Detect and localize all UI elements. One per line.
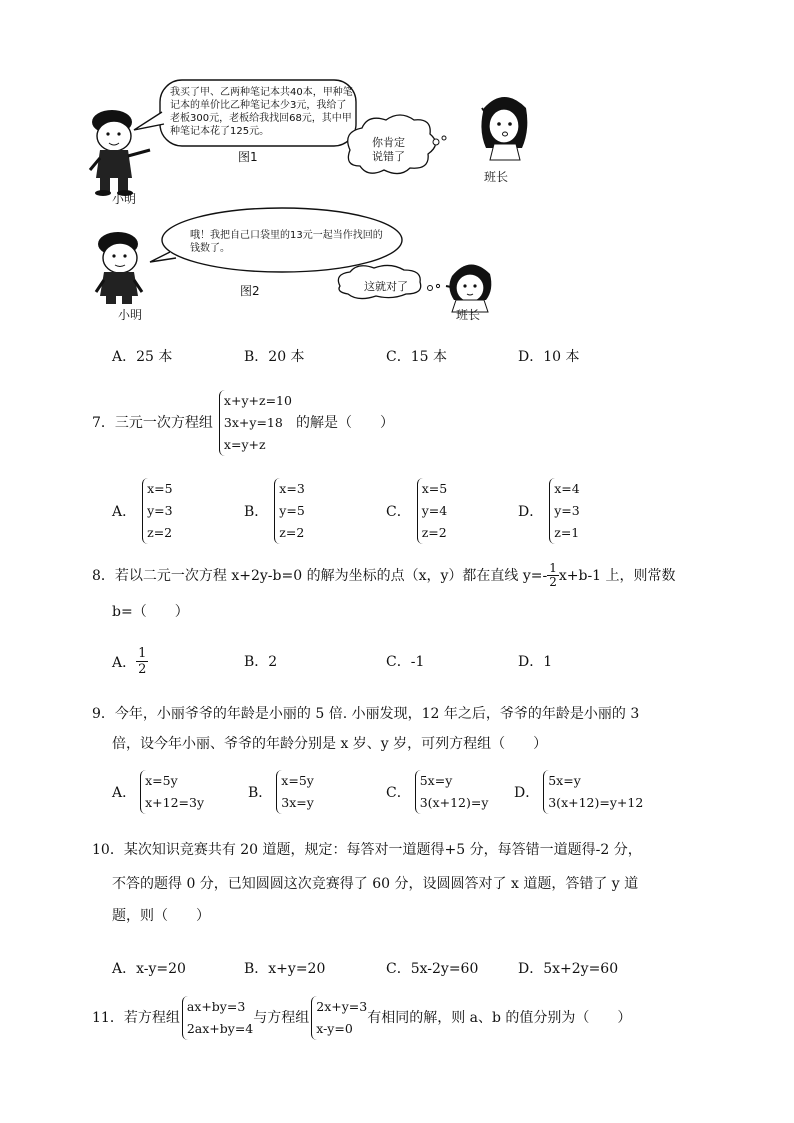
q7-option-d[interactable]: D． x=4 y=3 z=1 [518,478,580,544]
xiaoming-figure-2 [96,232,142,304]
fig1-reply-text: 你肯定说错了 [372,136,405,163]
q8-fraction: $\frac{1}{2}$ [549,561,557,589]
q8-part1: 8．若以二元一次方程 x+2y-b=0 的解为坐标的点（x，y）都在直线 y=- [92,567,548,584]
q8-option-c[interactable]: C．-1 [386,654,425,670]
q7-stem: 7．三元一次方程组 [92,415,213,431]
question-7 [92,390,394,456]
q6-option-a[interactable]: A．25 本 [112,349,173,365]
q8-part2: x+b-1 上，则常数 [558,567,676,584]
q6-option-c[interactable]: C．15 本 [386,349,447,365]
q6-option-d[interactable]: D．10 本 [518,349,580,365]
xiaoming-figure-1 [90,110,150,196]
q11-system-1: ax+by=3 2ax+by=4 [182,996,253,1040]
q10-option-a[interactable]: A．x-y=20 [112,961,186,977]
q10-line3: 题，则（ ） [112,908,210,924]
banzhang-figure-1 [481,97,527,160]
q10-line2: 不答的题得 0 分，已知圆圆这次竞赛得了 60 分，设圆圆答对了 x 道题，答错了 y 道 [112,876,639,892]
fig1-caption: 图1 [238,150,258,164]
q8-option-a[interactable]: A． $\frac{1}{2}$ [112,646,147,677]
q7-option-b[interactable]: B． x=3 y=5 z=2 [244,478,305,544]
fig2-bubble-text: 哦！我把自己口袋里的13元一起当作找回的钱数了。 [190,230,383,254]
q7-option-c[interactable]: C． x=5 y=4 z=2 [386,478,447,544]
xiaoming-label-1: 小明 [112,192,137,206]
banzhang-label-2: 班长 [456,308,481,322]
q10-option-c[interactable]: C．5x-2y=60 [386,961,479,977]
q8-line2: b=（ ） [112,604,189,620]
q9-option-a[interactable]: A． x=5y x+12=3y [112,770,204,814]
banzhang-label-1: 班长 [484,170,509,184]
q8-option-b[interactable]: B．2 [244,654,278,670]
q9-option-d[interactable]: D． 5x=y 3(x+12)=y+12 [514,770,643,814]
q9-line1: 9．今年，小丽爷爷的年龄是小丽的 5 倍. 小丽发现，12 年之后，爷爷的年龄是小丽的 3 [92,706,640,722]
q9-option-b[interactable]: B． x=5y 3x=y [248,770,314,814]
q9-option-c[interactable]: C． 5x=y 3(x+12)=y [386,770,488,814]
q11-system-2: 2x+y=3 x-y=0 [311,996,367,1040]
q7-tail: 的解是（ ） [295,415,394,431]
q11-part2: 与方程组 [253,1010,310,1026]
fig2-reply-text: 这就对了 [364,280,408,293]
q7-system: x+y+z=10 3x+y=18 x=y+z [219,390,292,456]
banzhang-figure-2 [446,264,491,312]
fig1-bubble-text: 我买了甲、乙两种笔记本共40本，甲种笔记本的单价比乙种笔记本少3元，我给了老板300元，老板给我找回68元，其中甲种笔记本花了125元。 [170,87,353,137]
q10-option-d[interactable]: D．5x+2y=60 [518,961,619,977]
q9-line2: 倍，设今年小丽、爷爷的年龄分别是 x 岁、y 岁，可列方程组（ ） [112,736,548,752]
q11-part1: 11．若方程组 [92,1010,180,1026]
q11-part3: 有相同的解，则 a、b 的值分别为（ ） [367,1010,632,1026]
xiaoming-label-2: 小明 [118,308,143,322]
question-11 [92,996,631,1040]
question-8 [92,562,676,589]
q10-line1: 10．某次知识竞赛共有 20 道题，规定：每答对一道题得+5 分，每答错一道题得-2 分， [92,842,642,858]
q6-option-b[interactable]: B．20 本 [244,349,305,365]
fig2-caption: 图2 [240,284,260,298]
q10-option-b[interactable]: B．x+y=20 [244,961,326,977]
q8-option-d[interactable]: D．1 [518,654,553,670]
q7-option-a[interactable]: A． x=5 y=3 z=2 [112,478,173,544]
